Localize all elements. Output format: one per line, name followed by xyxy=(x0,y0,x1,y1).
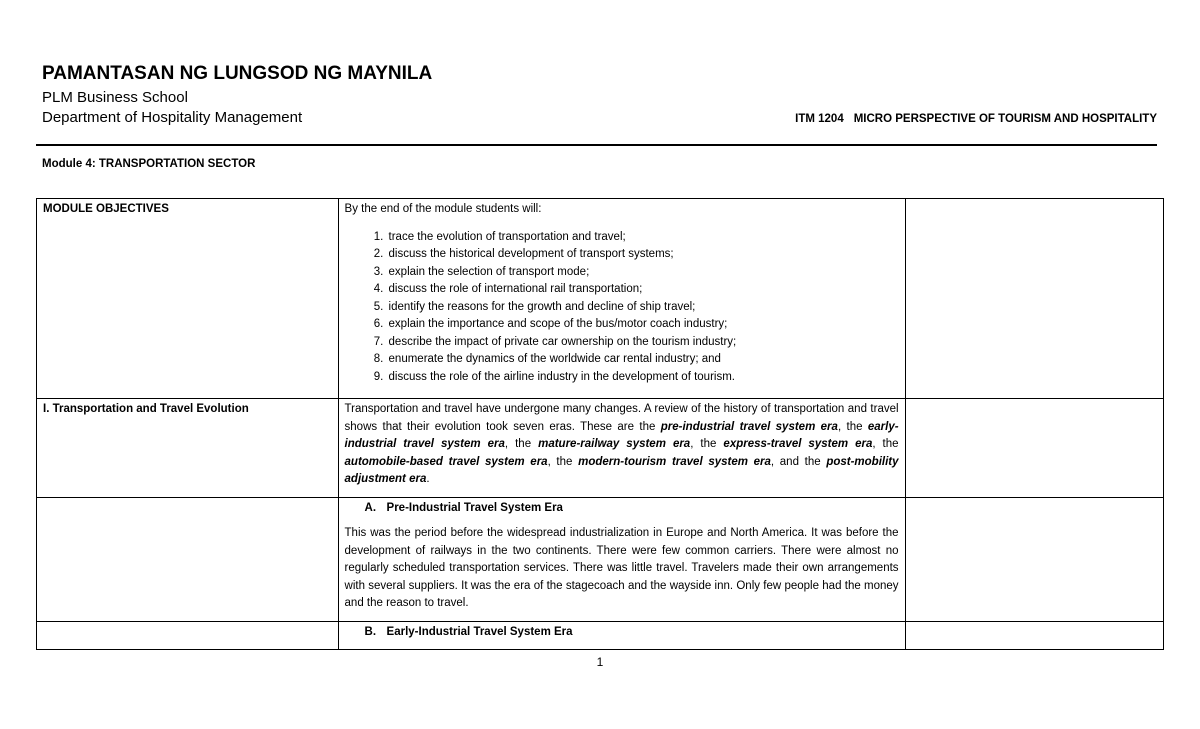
module-title: Module 4: TRANSPORTATION SECTOR xyxy=(42,158,256,170)
notes-cell xyxy=(905,399,1163,498)
era-term: modern-tourism travel system era xyxy=(578,455,771,468)
header-divider xyxy=(36,144,1157,146)
list-item: 8. enumerate the dynamics of the worldwide car rental industry; and xyxy=(387,351,899,369)
era-term: early-industrial travel system era xyxy=(344,420,899,450)
module-table xyxy=(36,198,1164,650)
course-title: MICRO PERSPECTIVE OF TOURISM AND HOSPITALITY xyxy=(853,113,1157,125)
list-item: 6. explain the importance and scope of the bus/motor coach industry; xyxy=(387,316,899,334)
notes-cell xyxy=(905,199,1163,399)
section1-text: Transportation and travel have undergone many changes. A review of the history of transportation and travel shows that their evolution took seven eras. These are the pre-industrial travel system era, the early-industrial travel system era, the mature-railway system era, the express-travel system era, the automobile-based travel system era, the modern-tourism travel system era, and the post-mobility adjustment era. xyxy=(338,399,905,498)
subsection-a-row xyxy=(37,497,1164,621)
subsection-b-title: B. Early-Industrial Travel System Era xyxy=(364,625,573,638)
subsection-b-row xyxy=(37,621,1164,650)
empty-heading-cell xyxy=(37,497,339,621)
university-name: PAMANTASAN NG LUNGSOD NG MAYNILA xyxy=(42,63,433,84)
section1-heading: I. Transportation and Travel Evolution xyxy=(37,399,339,498)
document-header xyxy=(42,62,1157,129)
era-term: mature-railway system era xyxy=(538,438,691,450)
department-row xyxy=(42,108,1157,129)
era-term: express-travel system era xyxy=(723,438,873,450)
subsection-a-text: This was the period before the widespread industrialization in Europe and North America. It was before the development of railways in the two continents. There were few common carriers. There were almost no regularly scheduled transportation services. There was little travel. Travelers made their own arrangements with several suppliers. It was the era of the stagecoach and the wayside inn. Only few people had the money and the reason to travel. xyxy=(344,527,899,609)
subsection-b-content xyxy=(338,621,905,650)
objectives-content xyxy=(338,199,905,399)
section1-row xyxy=(37,399,1164,498)
list-item: 2. discuss the historical development of transport systems; xyxy=(387,246,899,264)
list-item: 9. discuss the role of the airline industry in the development of tourism. xyxy=(387,369,899,387)
objectives-heading: MODULE OBJECTIVES xyxy=(37,199,339,399)
notes-cell xyxy=(905,621,1163,650)
notes-cell xyxy=(905,497,1163,621)
list-item: 5. identify the reasons for the growth and decline of ship travel; xyxy=(387,299,899,317)
objectives-intro: By the end of the module students will: xyxy=(344,203,542,215)
subsection-a-title: A. Pre-Industrial Travel System Era xyxy=(364,501,563,514)
course-label xyxy=(795,109,1157,129)
empty-heading-cell xyxy=(37,621,339,650)
page-number: 1 xyxy=(596,655,604,669)
list-item: 1. trace the evolution of transportation and travel; xyxy=(387,229,899,247)
school-name: PLM Business School xyxy=(42,89,188,106)
objectives-row xyxy=(37,199,1164,399)
list-item: 3. explain the selection of transport mode; xyxy=(387,264,899,282)
era-term: post-mobility adjustment era xyxy=(344,455,899,485)
list-item: 7. describe the impact of private car ownership on the tourism industry; xyxy=(387,334,899,352)
objectives-list xyxy=(345,229,899,387)
era-term: automobile-based travel system era xyxy=(344,455,548,468)
list-item: 4. discuss the role of international rail transportation; xyxy=(387,281,899,299)
department-name: Department of Hospitality Management xyxy=(42,109,303,126)
course-code: ITM 1204 xyxy=(795,113,844,125)
subsection-a-content xyxy=(338,497,905,621)
era-term: pre-industrial travel system era xyxy=(660,420,838,433)
